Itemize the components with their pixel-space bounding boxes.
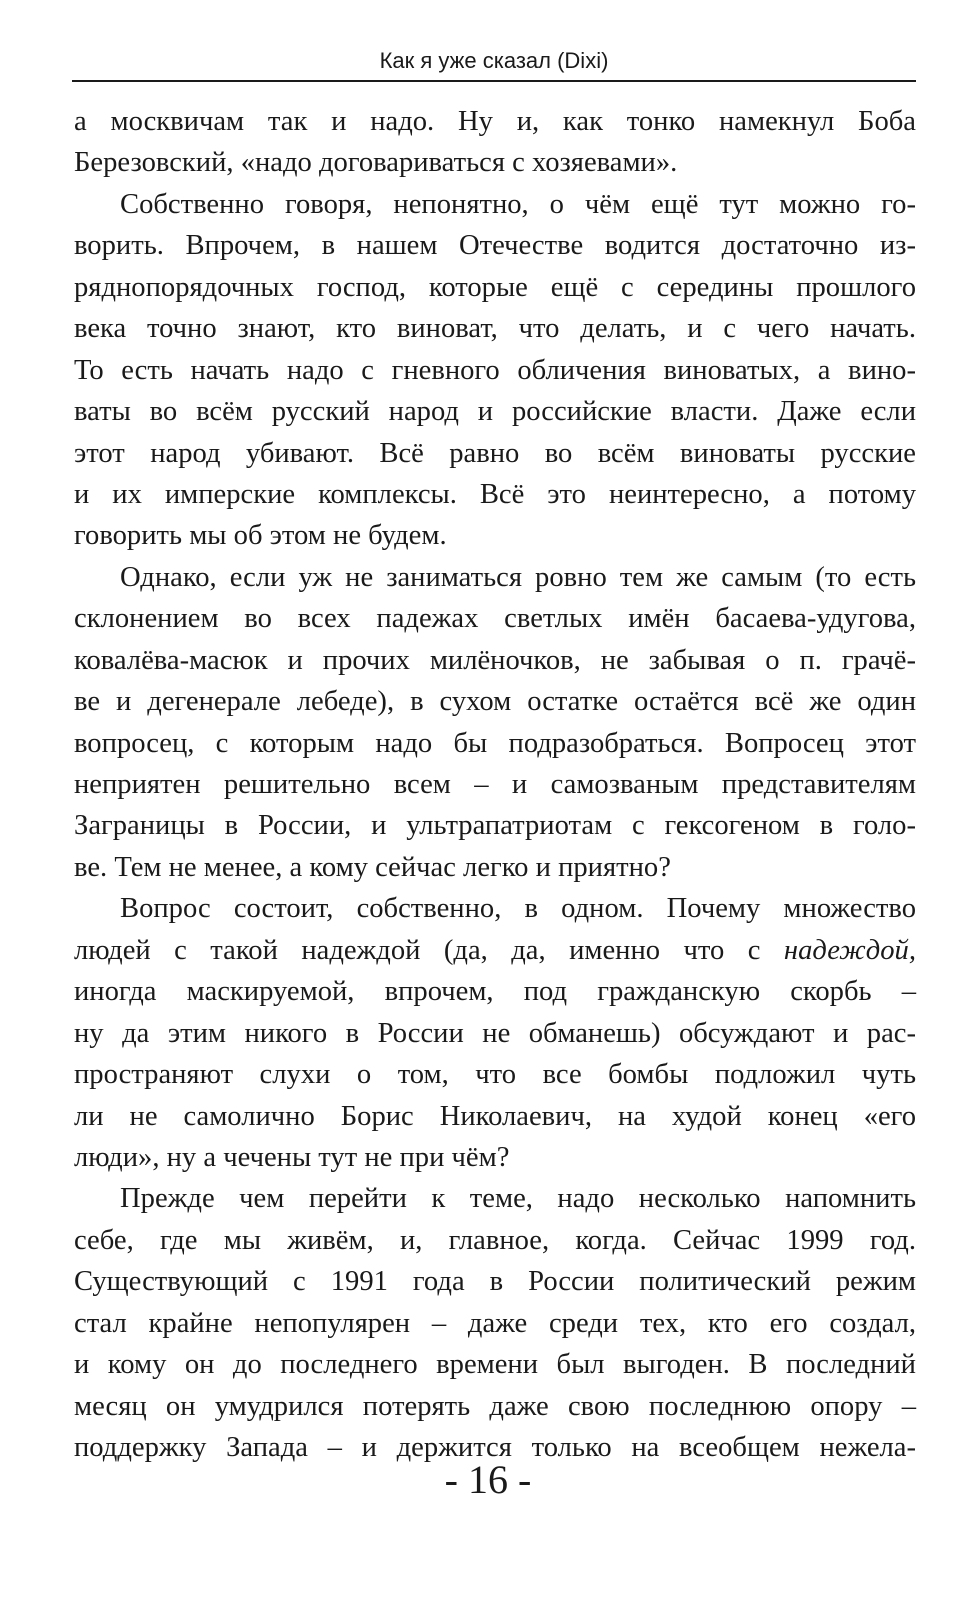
paragraph <box>74 557 916 889</box>
text-line: Существующий с 1991 года в России политический режим <box>74 1266 916 1298</box>
running-head: Как я уже сказал (Dixi) <box>379 48 609 73</box>
text-run: людей с такой надеждой (да, да, именно что с <box>74 934 784 966</box>
text-line: ваты во всём русский народ и российские власти. Даже если <box>74 396 916 428</box>
header-rule <box>72 80 916 82</box>
text-line: месяц он умудрился потерять даже свою последнюю опору – <box>74 1390 916 1422</box>
text-line: а москвичам так и надо. Ну и, как тонко намекнул Боба <box>74 106 916 137</box>
text-line: Березовский, «надо договариваться с хозяевами». <box>74 147 678 179</box>
text-line: стал крайне непопулярен – даже среди тех, кто его создал, <box>74 1307 916 1339</box>
text-line: Прежде чем перейти к теме, надо несколько напомнить <box>120 1183 916 1215</box>
paragraph <box>74 888 916 1178</box>
text-line: пространяют слухи о том, что все бомбы подложил чуть <box>74 1059 916 1091</box>
text-line: и кому он до последнего времени был выгоден. В последний <box>74 1349 916 1381</box>
text-line: века точно знают, кто виноват, что делать, и с чего начать. <box>74 313 916 345</box>
text-line <box>74 930 916 971</box>
text-line: ну да этим никого в России не обманешь) обсуждают и рас- <box>74 1017 916 1049</box>
page-number: - 16 - <box>444 1457 532 1502</box>
text-line: этот народ убивают. Всё равно во всём виноваты русские <box>74 437 916 469</box>
text-line: ве. Тем не менее, а кому сейчас легко и приятно? <box>74 851 671 883</box>
text-line: иногда маскируемой, впрочем, под гражданскую скорбь – <box>74 976 916 1008</box>
paragraph <box>74 184 916 557</box>
text-line: и их имперские комплексы. Всё это неинтересно, а потому <box>74 478 916 510</box>
text-line: ворить. Впрочем, в нашем Отечестве водится достаточно из- <box>74 230 916 262</box>
italic-emphasis: надеждой, <box>783 934 916 966</box>
text-line: неприятен решительно всем – и самозваным представителям <box>74 769 916 800</box>
text-line: ве и дегенерале лебеде), в сухом остатке остаётся всё же один <box>74 686 916 718</box>
text-line: Вопрос состоит, собственно, в одном. Почему множество <box>120 893 916 925</box>
text-line: ковалёва-масюк и прочих милёночков, не забывая о п. грачё- <box>74 644 916 676</box>
text-line: люди», ну а чечены тут не при чём? <box>74 1141 510 1173</box>
text-line: поддержку Запада – и держится только на всеобщем нежела- <box>74 1432 916 1463</box>
text-line: вопросец, с которым надо бы подразобраться. Вопросец этот <box>74 727 916 759</box>
body-text <box>74 101 916 1468</box>
text-line: говорить мы об этом не будем. <box>74 520 447 552</box>
text-line: Однако, если уж не заниматься ровно тем же самым (то есть <box>120 561 916 593</box>
text-line: ряднопорядочных господ, которые ещё с середины прошлого <box>74 271 916 303</box>
paragraph <box>74 1178 916 1468</box>
text-line: склонением во всех падежах светлых имён басаева-удугова, <box>74 603 916 635</box>
text-line: себе, где мы живём, и, главное, когда. Сейчас 1999 год. <box>74 1224 916 1256</box>
paragraph <box>74 101 916 184</box>
text-line: ли не самолично Борис Николаевич, на худой конец «его <box>74 1100 916 1132</box>
text-line: Заграницы в России, и ультрапатриотам с гексогеном в голо- <box>74 810 916 842</box>
text-line: То есть начать надо с гневного обличения виноватых, а вино- <box>74 354 916 386</box>
text-line: Собственно говоря, непонятно, о чём ещё тут можно го- <box>120 188 916 220</box>
